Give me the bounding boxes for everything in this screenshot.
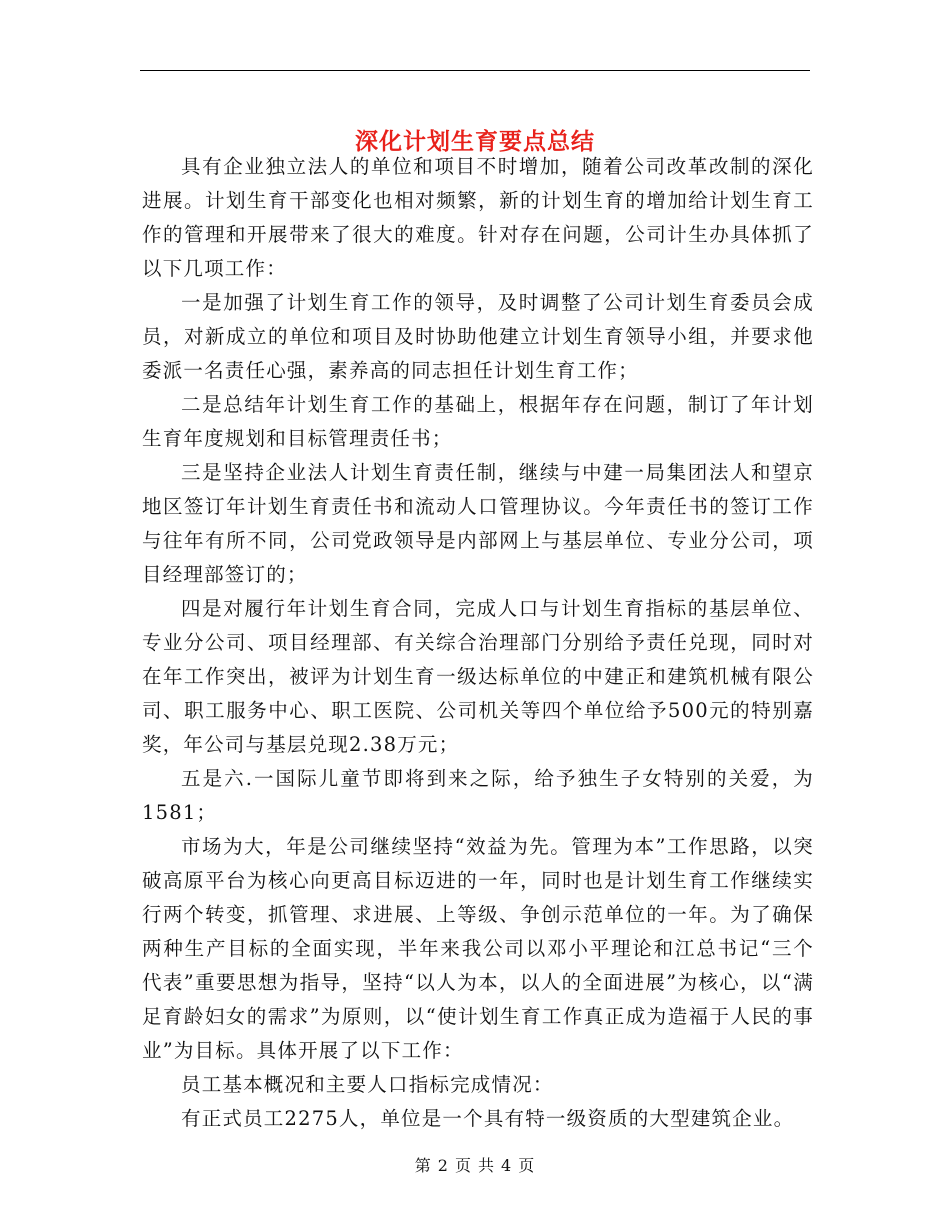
paragraph: 三是坚持企业法人计划生育责任制，继续与中建一局集团法人和望京地区签订年计划生育责任书和流动人口管理协议。今年责任书的签订工作与往年有所不同，公司党政领导是内部网上与基层单位、专业分公司，项目经理部签订的； bbox=[142, 461, 814, 586]
paragraph: 四是对履行年计划生育合同，完成人口与计划生育指标的基层单位、专业分公司、项目经理部、有关综合治理部门分别给予责任兑现，同时对在年工作突出，被评为计划生育一级达标单位的中建正和建筑机械有限公司、职工服务中心、职工医院、公司机关等四个单位给予500元的特别嘉奖，年公司与基层兑现2.38万元； bbox=[142, 597, 814, 756]
page-footer bbox=[0, 1153, 950, 1176]
footer-middle: 页 共 bbox=[454, 1156, 496, 1175]
footer-prefix: 第 bbox=[414, 1156, 432, 1175]
paragraph: 市场为大，年是公司继续坚持“效益为先。管理为本”工作思路，以突破高原平台为核心向更高目标迈进的一年，同时也是计划生育工作继续实行两个转变，抓管理、求进展、上等级、争创示范单位的一年。为了确保两种生产目标的全面实现，半年来我公司以邓小平理论和江总书记“三个代表”重要思想为指导，坚持“以人为本，以人的全面进展”为核心，以“满足育龄妇女的需求”为原则，以“使计划生育工作真正成为造福于人民的事业”为目标。具体开展了以下工作： bbox=[142, 835, 814, 1062]
paragraph: 五是六.一国际儿童节即将到来之际，给予独生子女特别的关爱，为1581； bbox=[142, 767, 814, 824]
total-page-count: 4 bbox=[501, 1156, 513, 1175]
paragraph: 员工基本概况和主要人口指标完成情况： bbox=[181, 1073, 554, 1096]
document-title: 深化计划生育要点总结 bbox=[355, 129, 595, 156]
paragraph: 具有企业独立法人的单位和项目不时增加，随着公司改革改制的深化进展。计划生育干部变化也相对频繁，新的计划生育的增加给计划生育工作的管理和开展带来了很大的难度。针对存在问题，公司计生办具体抓了以下几项工作： bbox=[142, 155, 814, 280]
footer-suffix: 页 bbox=[518, 1156, 536, 1175]
document-body bbox=[142, 150, 814, 1136]
header-rule bbox=[140, 70, 810, 71]
paragraph: 二是总结年计划生育工作的基础上，根据年存在问题，制订了年计划生育年度规划和目标管理责任书； bbox=[142, 393, 814, 450]
paragraph: 一是加强了计划生育工作的领导，及时调整了公司计划生育委员会成员，对新成立的单位和项目及时协助他建立计划生育领导小组，并要求他委派一名责任心强，素养高的同志担任计划生育工作； bbox=[142, 291, 814, 382]
paragraph: 有正式员工2275人，单位是一个具有特一级资质的大型建筑企业。 bbox=[181, 1107, 795, 1130]
current-page-number: 2 bbox=[437, 1156, 449, 1175]
